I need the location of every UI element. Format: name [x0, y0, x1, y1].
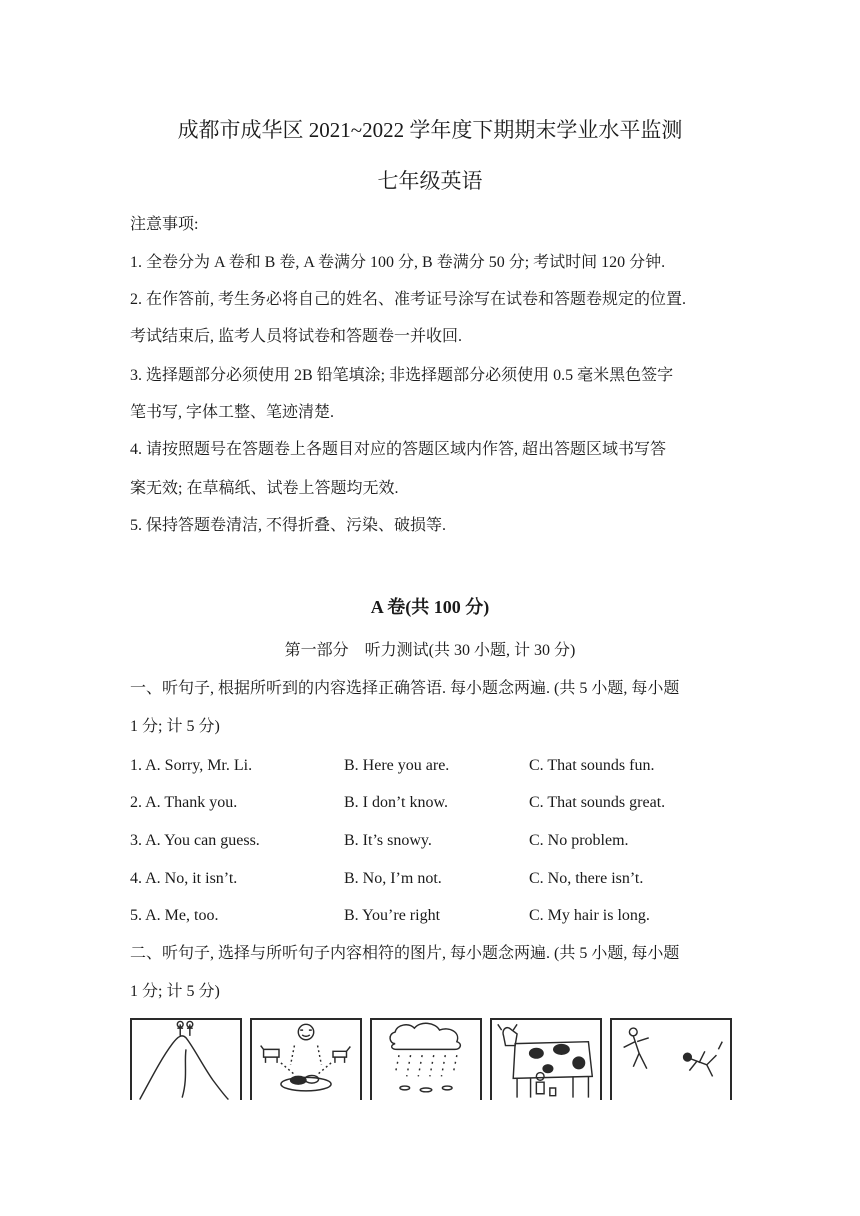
q1-instructions: 1 分; 计 5 分)	[130, 718, 220, 735]
option-a: 4. A. No, it isn’t.	[130, 870, 238, 887]
note-line: 案无效; 在草稿纸、试卷上答题均无效.	[130, 480, 399, 497]
exam-title: 成都市成华区 2021~2022 学年度下期期末学业水平监测	[177, 118, 683, 142]
option-a: 1. A. Sorry, Mr. Li.	[130, 757, 253, 774]
picture-strip	[130, 1018, 732, 1100]
option-c: C. That sounds fun.	[529, 757, 655, 774]
note-line: 考试结束后, 监考人员将试卷和答题卷一并收回.	[130, 328, 463, 345]
q2-instructions: 二、听句子, 选择与所听句子内容相符的图片, 每小题念两遍. (共 5 小题, 每小题	[130, 945, 680, 962]
note-line: 1. 全卷分为 A 卷和 B 卷, A 卷满分 100 分, B 卷满分 50 分; 考试时间 120 分钟.	[130, 254, 666, 271]
note-line: 4. 请按照题号在答题卷上各题目对应的答题区域内作答, 超出答题区域书写答	[130, 441, 667, 458]
section-a-title: A 卷(共 100 分)	[370, 597, 490, 617]
option-c: C. My hair is long.	[529, 907, 650, 924]
cow-milk-icon	[490, 1018, 602, 1100]
option-b: B. Here you are.	[344, 757, 450, 774]
option-c: C. No problem.	[529, 832, 629, 849]
option-b: B. You’re right	[344, 907, 441, 924]
rain-cloud-icon	[370, 1018, 482, 1100]
q1-instructions: 一、听句子, 根据所听到的内容选择正确答语. 每小题念两遍. (共 5 小题, 每小题	[130, 680, 680, 697]
note-line: 笔书写, 字体工整、笔迹清楚.	[130, 404, 335, 421]
option-c: C. No, there isn’t.	[529, 870, 644, 887]
option-b: B. It’s snowy.	[344, 832, 432, 849]
option-a: 2. A. Thank you.	[130, 794, 238, 811]
option-a: 5. A. Me, too.	[130, 907, 219, 924]
running-falling-icon	[610, 1018, 732, 1100]
food-animals-icon	[250, 1018, 362, 1100]
exam-subtitle: 七年级英语	[377, 169, 483, 193]
option-b: B. No, I’m not.	[344, 870, 442, 887]
mountain-climbers-icon	[130, 1018, 242, 1100]
q2-instructions: 1 分; 计 5 分)	[130, 983, 220, 1000]
note-line: 5. 保持答题卷清洁, 不得折叠、污染、破损等.	[130, 517, 447, 534]
note-line: 2. 在作答前, 考生务必将自己的姓名、准考证号涂写在试卷和答题卷规定的位置.	[130, 291, 687, 308]
option-b: B. I don’t know.	[344, 794, 448, 811]
notes-heading: 注意事项:	[130, 216, 199, 233]
option-c: C. That sounds great.	[529, 794, 666, 811]
note-line: 3. 选择题部分必须使用 2B 铅笔填涂; 非选择题部分必须使用 0.5 毫米黑色签字	[130, 367, 674, 384]
option-a: 3. A. You can guess.	[130, 832, 260, 849]
part-one-heading: 第一部分 听力测试(共 30 小题, 计 30 分)	[284, 642, 576, 659]
